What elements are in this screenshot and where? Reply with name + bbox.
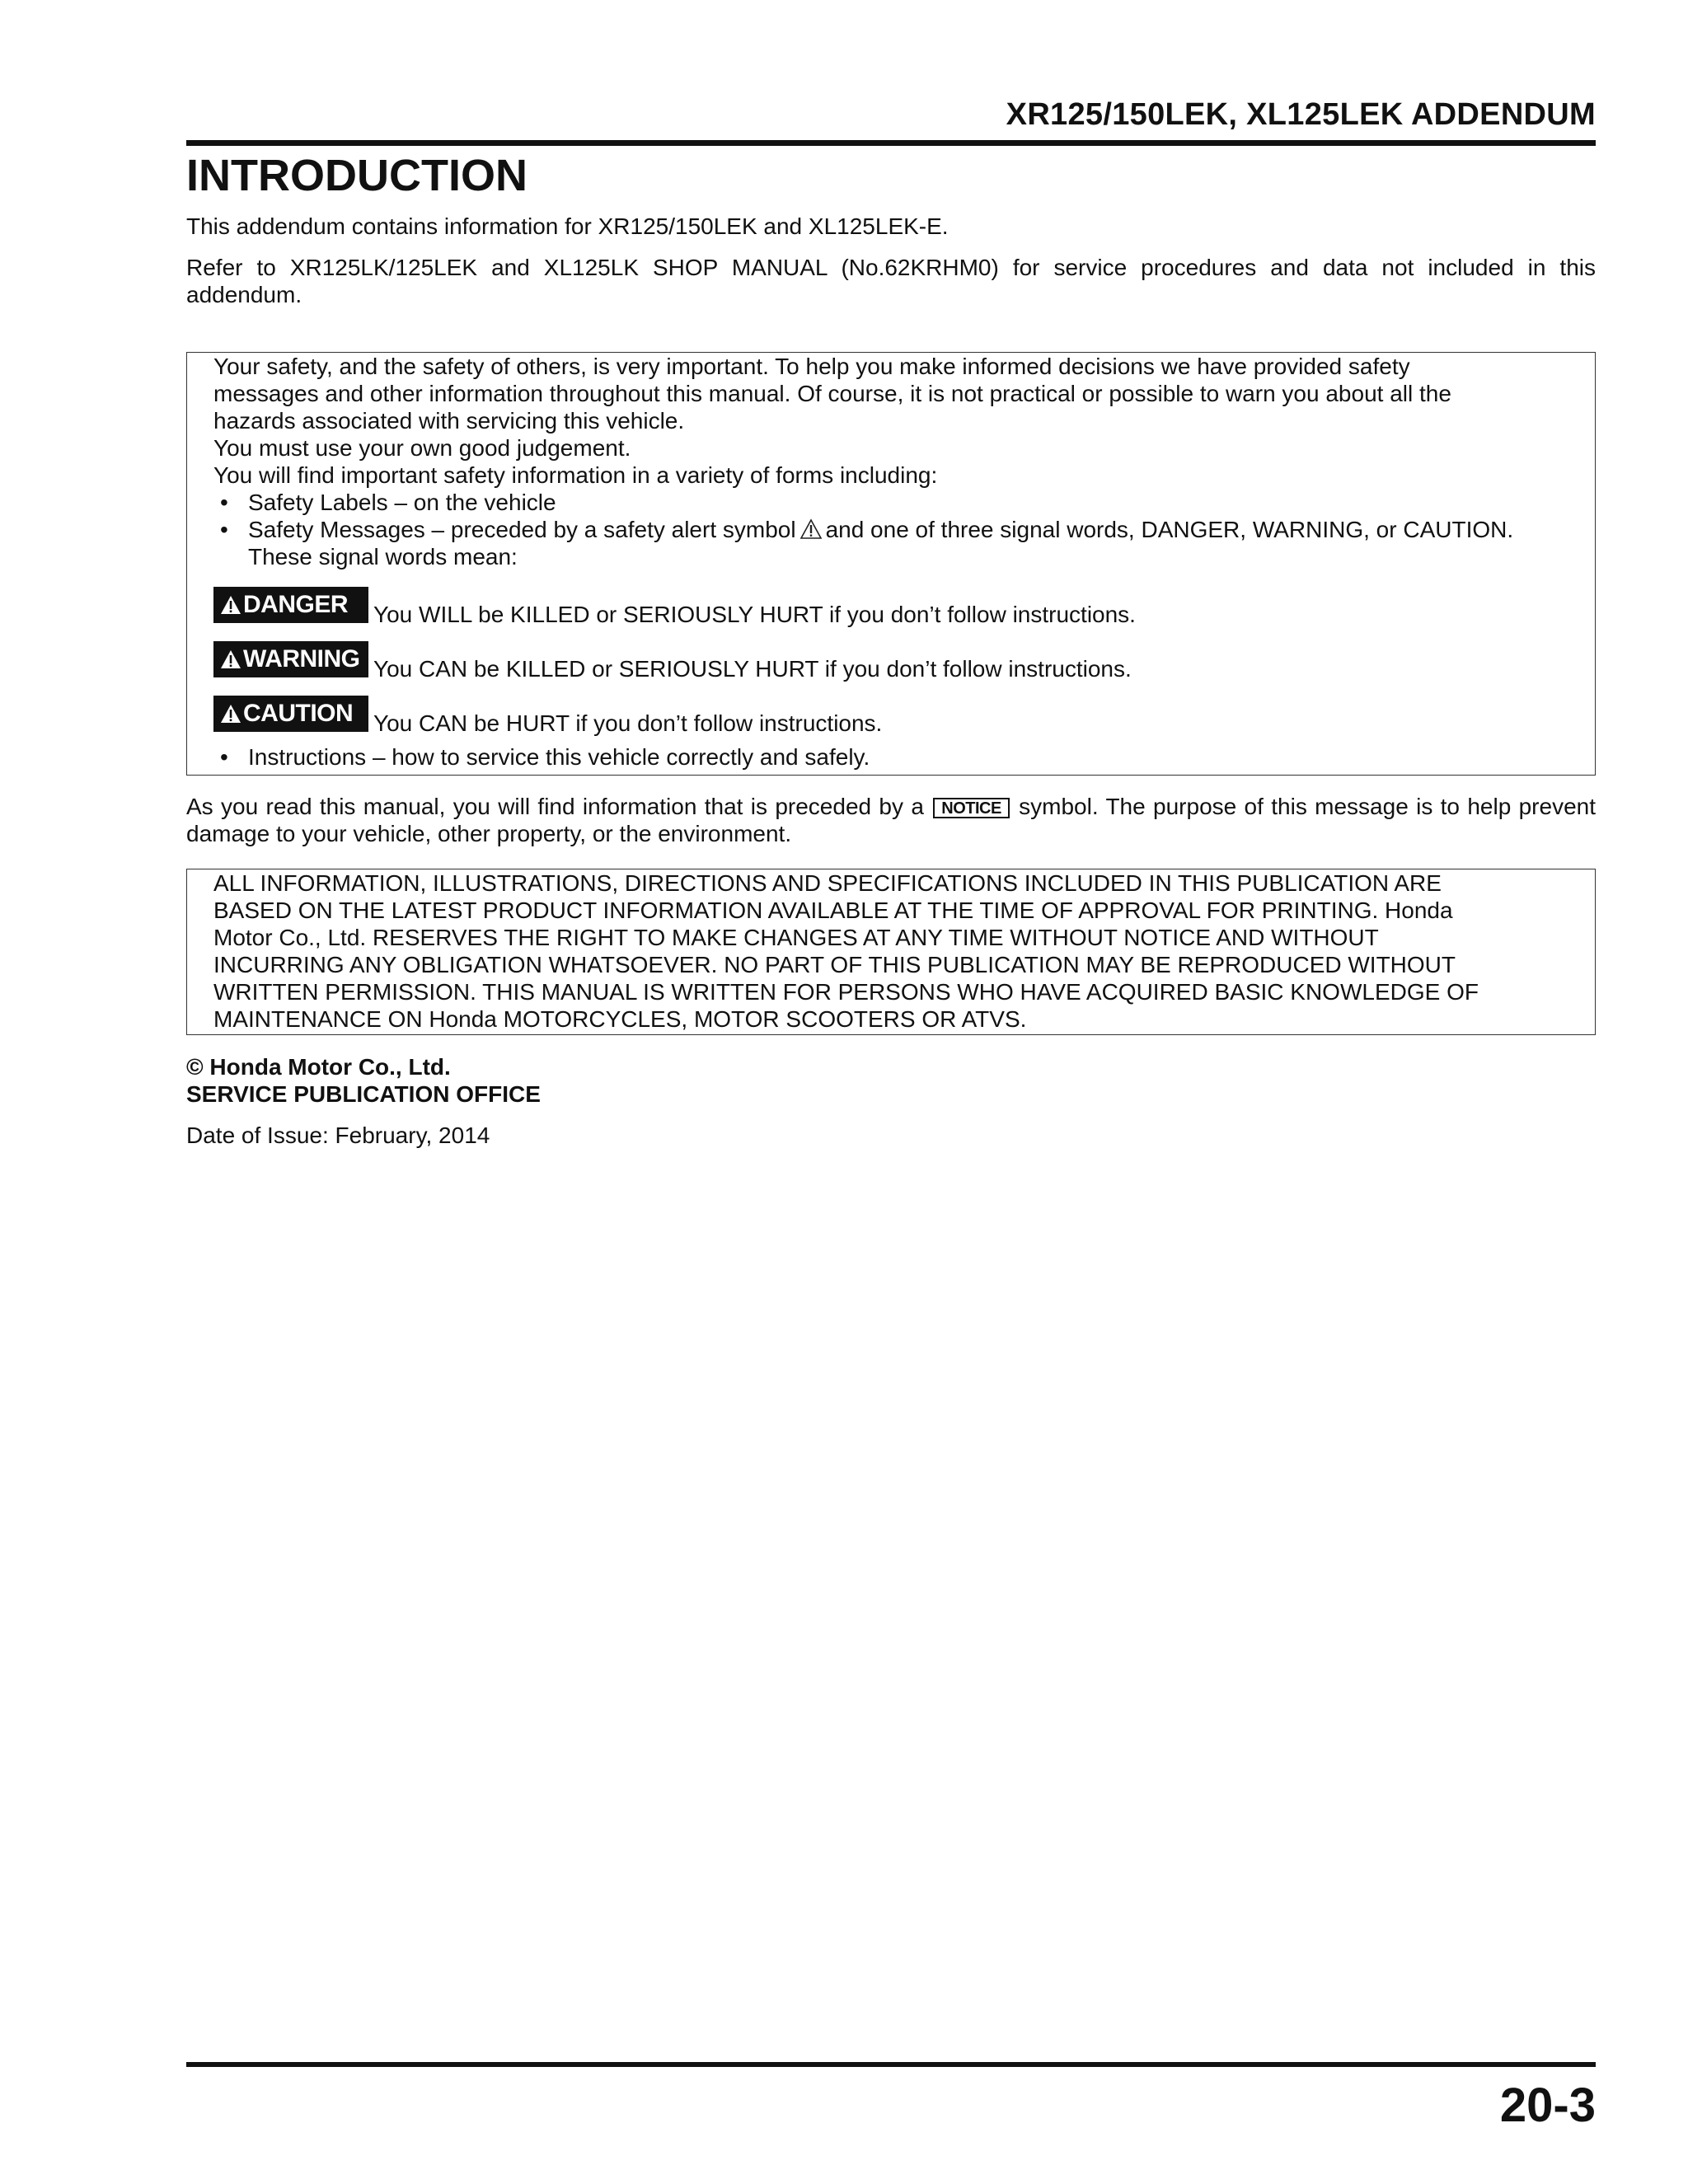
- bullet-continuation: These signal words mean:: [248, 544, 518, 569]
- publisher-line: SERVICE PUBLICATION OFFICE: [186, 1081, 541, 1107]
- bullet-dot-icon: •: [220, 517, 228, 542]
- notice-paragraph: [186, 793, 1596, 847]
- copyright-block: [186, 1053, 541, 1108]
- footer-rule: [186, 2062, 1596, 2067]
- bullet-text-before: Safety Messages – preceded by a safety alert symbol: [248, 517, 796, 542]
- bullet-text: Safety Labels – on the vehicle: [248, 490, 556, 515]
- bullet-instructions: [213, 743, 1568, 771]
- disclaimer-line: INCURRING ANY OBLIGATION WHATSOEVER. NO PART OF THIS PUBLICATION MAY BE REPRODUCED WITHOUT: [213, 952, 1456, 977]
- page-number: 20-3: [1499, 2079, 1596, 2132]
- danger-text: You WILL be KILLED or SERIOUSLY HURT if you don’t follow instructions.: [373, 602, 1136, 627]
- intro-paragraph-1: This addendum contains information for XR125/150LEK and XL125LEK-E.: [186, 213, 949, 239]
- caution-label: CAUTION: [243, 700, 354, 727]
- notice-text-after: symbol. The purpose of this message is to help prevent damage to your vehicle, other property, or the environment.: [186, 794, 1597, 846]
- safety-line: messages and other information throughout this manual. Of course, it is not practical or possible to warn you about all the: [213, 381, 1451, 406]
- warning-triangle-icon: [220, 704, 241, 724]
- safety-alert-icon: [799, 518, 823, 540]
- bullet-safety-messages: [213, 516, 1568, 543]
- disclaimer-line: MAINTENANCE ON Honda MOTORCYCLES, MOTOR SCOOTERS OR ATVS.: [213, 1006, 1027, 1032]
- safety-line: You will find important safety information in a variety of forms including:: [213, 462, 938, 488]
- danger-label: DANGER: [243, 591, 349, 618]
- caution-text: You CAN be HURT if you don’t follow instructions.: [373, 710, 883, 736]
- caution-badge: [213, 696, 368, 732]
- safety-line: You must use your own good judgement.: [213, 435, 631, 461]
- bullet-dot-icon: •: [220, 744, 228, 770]
- safety-line: hazards associated with servicing this vehicle.: [213, 408, 685, 434]
- disclaimer-line: ALL INFORMATION, ILLUSTRATIONS, DIRECTIONS AND SPECIFICATIONS INCLUDED IN THIS PUBLICATION ARE: [213, 870, 1442, 896]
- bullet-safety-labels: [213, 489, 1568, 516]
- bullet-text-after: and one of three signal words, DANGER, WARNING, or CAUTION.: [825, 517, 1514, 542]
- bullet-text: Instructions – how to service this vehicle correctly and safely.: [248, 744, 870, 770]
- danger-badge: [213, 587, 368, 623]
- intro-paragraph-2: Refer to XR125LK/125LEK and XL125LK SHOP MANUAL (No.62KRHM0) for service procedures and data not included in this addendum.: [186, 255, 1596, 307]
- header-rule: [186, 140, 1596, 146]
- section-title: INTRODUCTION: [186, 151, 528, 200]
- warning-triangle-icon: [220, 649, 241, 669]
- safety-box: [186, 352, 1596, 776]
- signal-row-warning: [213, 635, 1568, 689]
- disclaimer-line: BASED ON THE LATEST PRODUCT INFORMATION AVAILABLE AT THE TIME OF APPROVAL FOR PRINTING. Honda: [213, 898, 1453, 923]
- running-header: XR125/150LEK, XL125LEK ADDENDUM: [1006, 97, 1596, 132]
- copyright-line: © Honda Motor Co., Ltd.: [186, 1054, 451, 1080]
- warning-text: You CAN be KILLED or SERIOUSLY HURT if you don’t follow instructions.: [373, 656, 1132, 682]
- warning-badge: [213, 641, 368, 677]
- notice-text-before: As you read this manual, you will find information that is preceded by a: [186, 794, 924, 819]
- signal-row-caution: [213, 689, 1568, 743]
- bullet-dot-icon: •: [220, 490, 228, 515]
- warning-triangle-icon: [220, 595, 241, 615]
- warning-label: WARNING: [243, 645, 360, 673]
- notice-badge: NOTICE: [933, 798, 1010, 818]
- issue-date: Date of Issue: February, 2014: [186, 1122, 490, 1148]
- disclaimer-line: Motor Co., Ltd. RESERVES THE RIGHT TO MAKE CHANGES AT ANY TIME WITHOUT NOTICE AND WITHOUT: [213, 925, 1379, 950]
- signal-row-danger: [213, 580, 1568, 635]
- disclaimer-box: [186, 869, 1596, 1035]
- manual-page: [186, 0, 1596, 2184]
- safety-line: Your safety, and the safety of others, is very important. To help you make informed decisions we have provided safety: [213, 354, 1410, 379]
- disclaimer-line: WRITTEN PERMISSION. THIS MANUAL IS WRITTEN FOR PERSONS WHO HAVE ACQUIRED BASIC KNOWLEDGE OF: [213, 979, 1479, 1005]
